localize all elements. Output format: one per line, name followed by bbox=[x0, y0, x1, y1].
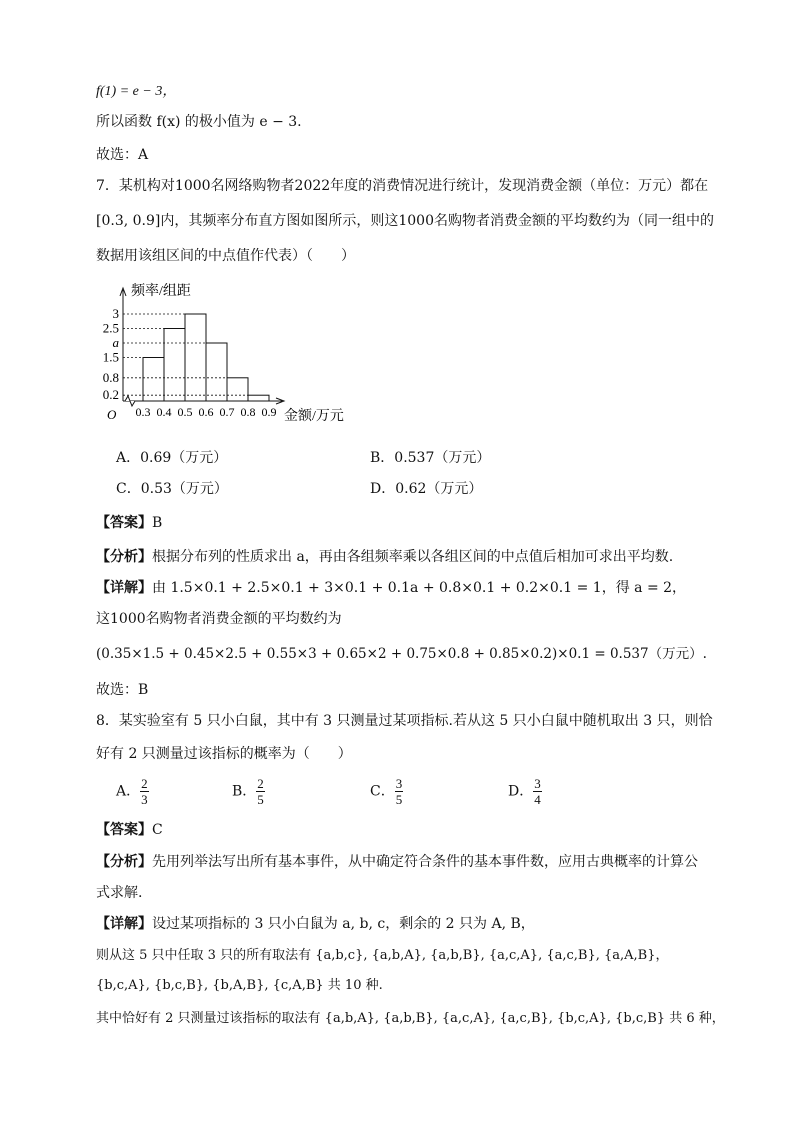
histogram-bar bbox=[248, 395, 269, 401]
analysis-text: 先用列举法写出所有基本事件，从中确定符合条件的基本事件数，应用古典概率的计算公 bbox=[152, 854, 698, 870]
histogram-chart bbox=[96, 280, 356, 435]
answer-value: C bbox=[152, 822, 163, 838]
option-value: 0.537（万元） bbox=[394, 450, 491, 466]
option-value: 0.53（万元） bbox=[140, 481, 228, 497]
q7-option-c bbox=[116, 479, 228, 499]
fraction bbox=[533, 776, 542, 807]
fraction bbox=[256, 776, 265, 807]
q8-stem-line-1: 8．某实验室有 5 只小白鼠，其中有 3 只测量过某项指标.若从这 5 只小白鼠中随机取出 3 只，则恰 bbox=[96, 713, 713, 729]
q7-option-b bbox=[370, 448, 490, 468]
fraction-denominator: 5 bbox=[257, 792, 264, 807]
q7-option-d bbox=[370, 479, 482, 499]
y-tick-label: a bbox=[112, 335, 119, 350]
q7-analysis-line bbox=[96, 547, 673, 567]
option-label: B． bbox=[232, 783, 257, 800]
choose-a-line: 故选：A bbox=[96, 147, 149, 163]
q7-detail-line bbox=[96, 578, 686, 598]
option-label: D． bbox=[508, 783, 534, 800]
q8-option-d bbox=[508, 776, 542, 807]
q7-stem-line-1: 7．某机构对1000名网络购物者2022年度的消费情况进行统计，发现消费金额（单位：万元）都在 bbox=[96, 178, 709, 194]
x-tick-label: 0.5 bbox=[177, 405, 193, 419]
y-tick-label: 0.2 bbox=[102, 387, 119, 403]
q8-analysis-line-2: 式求解. bbox=[96, 885, 143, 901]
answer-tag: 【答案】 bbox=[96, 822, 152, 838]
analysis-tag: 【分析】 bbox=[96, 854, 152, 870]
histogram-bar bbox=[143, 358, 164, 402]
detail-tag: 【详解】 bbox=[96, 916, 152, 932]
option-label: C． bbox=[116, 481, 141, 497]
q7-stem-line-3: 数据用该组区间的中点值作代表）（ ） bbox=[96, 248, 355, 264]
fraction-numerator: 3 bbox=[534, 776, 541, 791]
fraction-numerator: 3 bbox=[395, 776, 403, 791]
q8-option-c bbox=[370, 776, 403, 807]
q8-detail-line bbox=[96, 914, 535, 934]
q8-analysis-line-1 bbox=[96, 852, 698, 872]
option-label: A． bbox=[116, 450, 141, 466]
detail-text: 由 1.5×0.1 + 2.5×0.1 + 3×0.1 + 0.1a + 0.8×0.1 + 0.2×0.1 = 1，得 a = 2， bbox=[152, 580, 687, 596]
histogram-bar bbox=[185, 314, 206, 401]
histogram-bar bbox=[164, 329, 185, 402]
fraction bbox=[140, 776, 149, 807]
fraction-denominator: 3 bbox=[141, 792, 148, 807]
fraction bbox=[395, 776, 404, 807]
histogram-bar bbox=[206, 343, 227, 401]
option-value: 0.62（万元） bbox=[395, 481, 483, 497]
option-label: C． bbox=[370, 783, 395, 800]
option-label: D． bbox=[370, 481, 396, 497]
y-tick-label: 3 bbox=[112, 306, 119, 321]
q8-option-b bbox=[232, 776, 265, 807]
q7-mean-formula: (0.35×1.5 + 0.45×2.5 + 0.55×3 + 0.65×2 + 0.75×0.8 + 0.85×0.2)×0.1 = 0.537（万元）. bbox=[96, 646, 707, 662]
x-tick-label: 0.8 bbox=[240, 405, 256, 419]
f1-value-line: f(1) = e − 3， bbox=[96, 84, 177, 99]
y-tick-label: 2.5 bbox=[102, 320, 119, 336]
x-tick-label: 0.4 bbox=[156, 405, 172, 419]
q7-option-a bbox=[116, 448, 227, 468]
q8-all-outcomes-line-2: {b,c,A}, {b,c,B}, {b,A,B}, {c,A,B} 共 10 种. bbox=[96, 978, 383, 993]
x-axis-title: 金额/万元 bbox=[284, 409, 344, 424]
x-tick-label: 0.7 bbox=[219, 405, 235, 419]
fraction-denominator: 5 bbox=[395, 792, 403, 807]
y-tick-label: 0.8 bbox=[102, 369, 119, 385]
q8-option-a bbox=[116, 776, 149, 807]
x-tick-label: 0.9 bbox=[261, 405, 277, 419]
option-value: 0.69（万元） bbox=[140, 450, 228, 466]
q8-all-outcomes-line-1: 则从这 5 只中任取 3 只的所有取法有 {a,b,c}, {a,b,A}, {a,b,B}, {a,c,A}, {a,c,B}, {a,A,B}， bbox=[96, 948, 669, 963]
q8-favorable-outcomes-line: 其中恰好有 2 只测量过该指标的取法有 {a,b,A}, {a,b,B}, {a,c,A}, {a,c,B}, {b,c,A}, {b,c,B} 共 6 种， bbox=[96, 1011, 725, 1026]
fraction-numerator: 2 bbox=[141, 776, 148, 791]
detail-tag: 【详解】 bbox=[96, 580, 152, 596]
option-label: B． bbox=[370, 450, 395, 466]
fraction-numerator: 2 bbox=[257, 776, 264, 791]
analysis-tag: 【分析】 bbox=[96, 549, 152, 565]
analysis-text: 根据分布列的性质求出 a，再由各组频率乘以各组区间的中点值后相加可求出平均数. bbox=[152, 549, 674, 565]
q8-answer-line bbox=[96, 820, 163, 840]
answer-value: B bbox=[152, 515, 163, 531]
y-tick-label: 1.5 bbox=[102, 349, 119, 365]
detail-text: 设过某项指标的 3 只小白鼠为 a, b, c，剩余的 2 只为 A, B， bbox=[152, 916, 535, 932]
fraction-denominator: 4 bbox=[534, 792, 541, 807]
q7-answer-line bbox=[96, 513, 162, 533]
q7-mean-intro: 这1000名购物者消费金额的平均数约为 bbox=[96, 611, 342, 627]
x-tick-label: 0.6 bbox=[198, 405, 214, 419]
x-tick-label: 0.3 bbox=[135, 405, 151, 419]
histogram-bar bbox=[227, 378, 248, 401]
answer-tag: 【答案】 bbox=[96, 515, 152, 531]
min-value-line: 所以函数 f(x) 的极小值为 e − 3. bbox=[96, 114, 302, 130]
q7-stem-line-2: [0.3, 0.9]内，其频率分布直方图如图所示，则这1000名购物者消费金额的平均数约为（同一组中的 bbox=[96, 213, 714, 229]
q8-stem-line-2: 好有 2 只测量过该指标的概率为（ ） bbox=[96, 746, 352, 762]
origin-label: O bbox=[107, 407, 117, 422]
axis-break-mark bbox=[125, 396, 135, 406]
choose-b-line: 故选：B bbox=[96, 682, 149, 698]
y-axis-title: 频率/组距 bbox=[131, 284, 191, 299]
option-label: A． bbox=[116, 783, 141, 800]
